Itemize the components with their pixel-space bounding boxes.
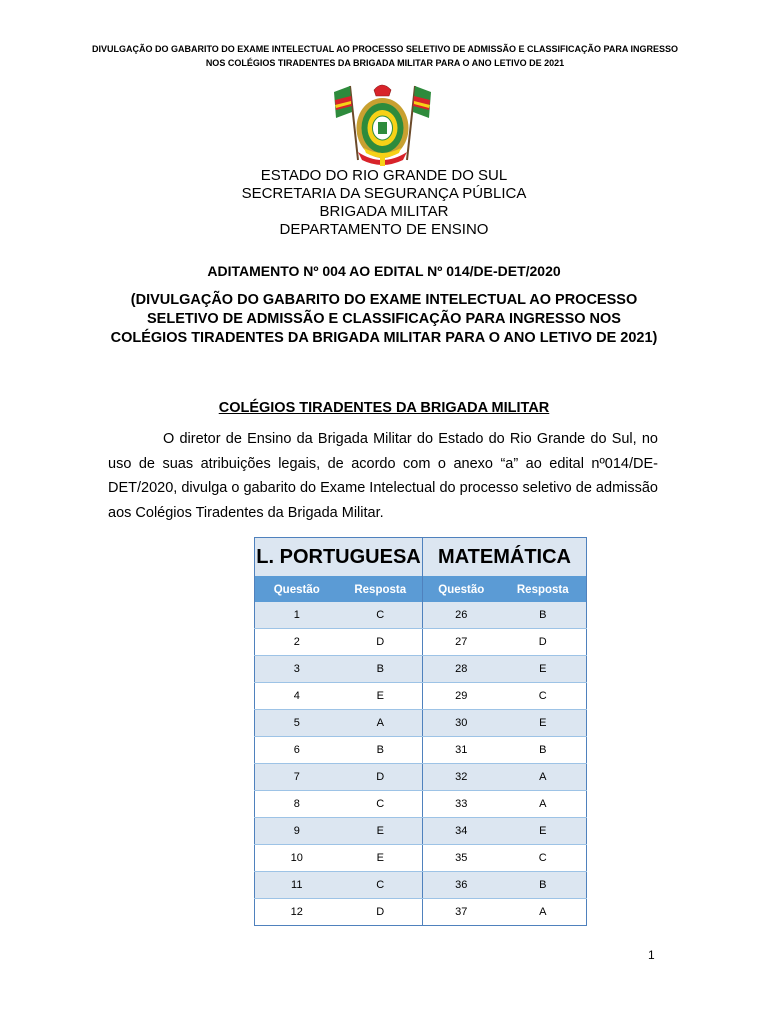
cell-answer: A bbox=[339, 710, 423, 737]
cell-answer: E bbox=[500, 656, 587, 683]
cell-answer: A bbox=[500, 791, 587, 818]
cell-question: 6 bbox=[255, 737, 339, 764]
cell-question: 9 bbox=[255, 818, 339, 845]
cell-answer: C bbox=[339, 872, 423, 899]
institution-secretariat: SECRETARIA DA SEGURANÇA PÚBLICA bbox=[241, 185, 527, 202]
cell-answer: C bbox=[500, 845, 587, 872]
cell-answer: C bbox=[339, 791, 423, 818]
cell-answer: E bbox=[339, 683, 423, 710]
cell-question: 2 bbox=[255, 629, 339, 656]
cell-answer: D bbox=[339, 899, 423, 926]
table-row bbox=[255, 899, 587, 926]
table-row bbox=[255, 818, 587, 845]
cell-answer: A bbox=[500, 764, 587, 791]
institution-brigade: BRIGADA MILITAR bbox=[319, 203, 449, 220]
cell-question: 4 bbox=[255, 683, 339, 710]
cell-question: 37 bbox=[423, 899, 500, 926]
column-header-question: Questão bbox=[255, 577, 339, 603]
section-title: COLÉGIOS TIRADENTES DA BRIGADA MILITAR bbox=[218, 400, 550, 416]
cell-answer: D bbox=[339, 764, 423, 791]
table-row bbox=[255, 602, 587, 629]
cell-question: 29 bbox=[423, 683, 500, 710]
table-row bbox=[255, 629, 587, 656]
table-row bbox=[255, 764, 587, 791]
cell-question: 5 bbox=[255, 710, 339, 737]
cell-answer: A bbox=[500, 899, 587, 926]
institution-department: DEPARTAMENTO DE ENSINO bbox=[279, 221, 489, 238]
cell-answer: B bbox=[339, 737, 423, 764]
column-header-answer: Resposta bbox=[500, 577, 587, 603]
cell-question: 35 bbox=[423, 845, 500, 872]
table-row bbox=[255, 683, 587, 710]
document-subtitle: (DIVULGAÇÃO DO GABARITO DO EXAME INTELECTUAL AO PROCESSO SELETIVO DE ADMISSÃO E CLASSIFICAÇÃO PARA INGRESSO NOS COLÉGIOS TIRADENTES DA BRIGADA MILITAR PARA O ANO LETIVO DE 2021) bbox=[110, 292, 658, 346]
cell-question: 1 bbox=[255, 602, 339, 629]
institution-block bbox=[0, 167, 768, 239]
cell-answer: D bbox=[339, 629, 423, 656]
cell-answer: C bbox=[500, 683, 587, 710]
cell-answer: E bbox=[339, 845, 423, 872]
cell-question: 30 bbox=[423, 710, 500, 737]
cell-question: 7 bbox=[255, 764, 339, 791]
table-row bbox=[255, 872, 587, 899]
header-line-2: NOS COLÉGIOS TIRADENTES DA BRIGADA MILITAR PARA O ANO LETIVO DE 2021 bbox=[205, 58, 565, 68]
answer-key-table bbox=[254, 537, 587, 926]
cell-answer: B bbox=[500, 872, 587, 899]
cell-question: 33 bbox=[423, 791, 500, 818]
cell-answer: D bbox=[500, 629, 587, 656]
subject-heading-math: MATEMÁTICA bbox=[423, 538, 587, 577]
document-header bbox=[60, 42, 710, 70]
table-row bbox=[255, 656, 587, 683]
cell-question: 12 bbox=[255, 899, 339, 926]
cell-question: 27 bbox=[423, 629, 500, 656]
header-line-1: DIVULGAÇÃO DO GABARITO DO EXAME INTELECTUAL AO PROCESSO SELETIVO DE ADMISSÃO E CLASSIFICAÇÃO PARA INGRESSO bbox=[91, 44, 679, 54]
cell-question: 11 bbox=[255, 872, 339, 899]
cell-answer: B bbox=[500, 737, 587, 764]
cell-answer: E bbox=[339, 818, 423, 845]
table-row bbox=[255, 737, 587, 764]
table-row bbox=[255, 845, 587, 872]
coat-of-arms-icon bbox=[330, 78, 435, 168]
cell-answer: E bbox=[500, 710, 587, 737]
cell-question: 34 bbox=[423, 818, 500, 845]
column-header-question: Questão bbox=[423, 577, 500, 603]
cell-answer: B bbox=[339, 656, 423, 683]
page-number: 1 bbox=[648, 948, 655, 962]
table-row bbox=[255, 791, 587, 818]
cell-question: 28 bbox=[423, 656, 500, 683]
column-header-answer: Resposta bbox=[339, 577, 423, 603]
cell-question: 32 bbox=[423, 764, 500, 791]
cell-question: 36 bbox=[423, 872, 500, 899]
aditamento-title: ADITAMENTO Nº 004 AO EDITAL Nº 014/DE-DET/2020 bbox=[207, 263, 561, 279]
cell-question: 26 bbox=[423, 602, 500, 629]
institution-state: ESTADO DO RIO GRANDE DO SUL bbox=[260, 167, 508, 184]
cell-question: 31 bbox=[423, 737, 500, 764]
body-paragraph: O diretor de Ensino da Brigada Militar do Estado do Rio Grande do Sul, no uso de suas atribuições legais, de acordo com o anexo “a” ao edital nº014/DE-DET/2020, divulga o gabarito do Exame Intelectual do processo seletivo de admissão aos Colégios Tiradentes da Brigada Militar. bbox=[108, 431, 658, 521]
cell-answer: B bbox=[500, 602, 587, 629]
cell-question: 10 bbox=[255, 845, 339, 872]
cell-question: 3 bbox=[255, 656, 339, 683]
cell-answer: C bbox=[339, 602, 423, 629]
cell-answer: E bbox=[500, 818, 587, 845]
table-row bbox=[255, 710, 587, 737]
cell-question: 8 bbox=[255, 791, 339, 818]
subject-heading-portuguese: L. PORTUGUESA bbox=[255, 538, 423, 577]
